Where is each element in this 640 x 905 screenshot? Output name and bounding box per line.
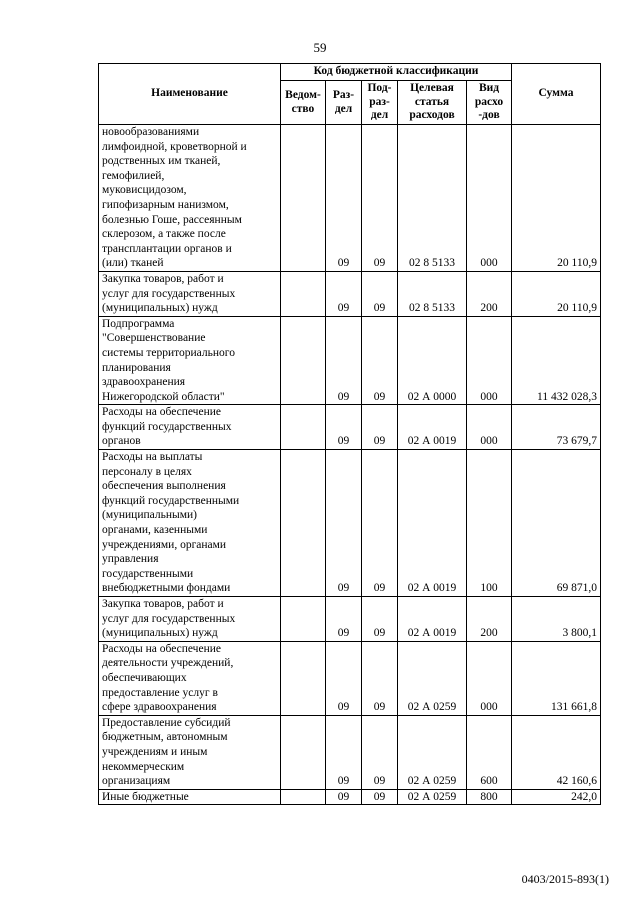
row-razdel: 09	[326, 125, 362, 272]
table-row	[99, 597, 601, 642]
table-row	[99, 641, 601, 715]
row-podrazdel: 09	[362, 641, 398, 715]
row-name-line: деятельности учреждений,	[102, 657, 234, 670]
row-razdel: 09	[326, 641, 362, 715]
row-name-line: Нижегородской области"	[102, 390, 225, 403]
row-summa: 131 661,8	[512, 641, 601, 715]
row-name-line: учреждениям и иным	[102, 745, 208, 758]
row-summa: 73 679,7	[512, 405, 601, 450]
row-name	[99, 597, 281, 642]
row-razdel: 09	[326, 405, 362, 450]
row-name-line: обеспечивающих	[102, 671, 187, 684]
header-vid: Вид расхо -дов	[467, 81, 512, 125]
row-razdel: 09	[326, 597, 362, 642]
row-razdel: 09	[326, 789, 362, 805]
table-row	[99, 715, 601, 789]
row-name-line: услуг для государственных	[102, 612, 236, 625]
row-razdel: 09	[326, 316, 362, 405]
row-vid: 000	[467, 125, 512, 272]
table-row	[99, 405, 601, 450]
row-podrazdel: 09	[362, 597, 398, 642]
row-vedomstvo	[281, 789, 326, 805]
row-razdel: 09	[326, 450, 362, 597]
header-summa: Сумма	[512, 64, 601, 125]
page-number: 59	[313, 40, 327, 55]
row-name-line: родственных им тканей,	[102, 155, 221, 168]
row-name-line: лимфоидной, кроветворной и	[102, 140, 247, 153]
row-name-line: склерозом, а также после	[102, 228, 226, 241]
row-name-line: внебюджетными фондами	[102, 582, 231, 595]
table-row	[99, 125, 601, 272]
row-vid: 000	[467, 316, 512, 405]
row-celevaya: 02 А 0259	[398, 641, 467, 715]
row-vid: 200	[467, 597, 512, 642]
row-podrazdel: 09	[362, 405, 398, 450]
row-name-line: (или) тканей	[102, 257, 164, 270]
table-row	[99, 789, 601, 805]
row-name-line: функций государственными	[102, 494, 240, 507]
row-name-line: системы территориального	[102, 346, 235, 359]
row-celevaya: 02 А 0259	[398, 715, 467, 789]
row-podrazdel: 09	[362, 715, 398, 789]
row-name	[99, 789, 281, 805]
row-name	[99, 641, 281, 715]
row-podrazdel: 09	[362, 450, 398, 597]
row-razdel: 09	[326, 271, 362, 316]
row-name-line: организациям	[102, 775, 171, 788]
row-celevaya: 02 А 0019	[398, 405, 467, 450]
row-vedomstvo	[281, 125, 326, 272]
row-name-line: государственными	[102, 567, 194, 580]
row-podrazdel: 09	[362, 271, 398, 316]
row-celevaya: 02 А 0019	[398, 450, 467, 597]
header-celevaya: Целевая статья расходов	[398, 81, 467, 125]
row-celevaya: 02 А 0019	[398, 597, 467, 642]
header-name: Наименование	[99, 64, 281, 125]
row-summa: 42 160,6	[512, 715, 601, 789]
row-vedomstvo	[281, 641, 326, 715]
row-name-line: гипофизарным нанизмом,	[102, 198, 229, 211]
row-name-line: органов	[102, 435, 141, 448]
header-podrazdel: Под- раз- дел	[362, 81, 398, 125]
row-vid: 100	[467, 450, 512, 597]
row-vedomstvo	[281, 597, 326, 642]
row-name-line: Расходы на обеспечение	[102, 642, 221, 655]
row-podrazdel: 09	[362, 789, 398, 805]
header-vedomstvo: Ведом- ство	[281, 81, 326, 125]
row-name	[99, 316, 281, 405]
row-name-line: обеспечения выполнения	[102, 480, 226, 493]
row-vid: 200	[467, 271, 512, 316]
row-name-line: здравоохранения	[102, 376, 186, 389]
row-name-line: (муниципальных) нужд	[102, 627, 218, 640]
row-name-line: "Совершенствование	[102, 332, 206, 345]
row-name-line: планирования	[102, 361, 171, 374]
row-celevaya: 02 8 5133	[398, 271, 467, 316]
row-name-line: учреждениями, органами	[102, 538, 227, 551]
row-vedomstvo	[281, 271, 326, 316]
row-vedomstvo	[281, 405, 326, 450]
row-name-line: гемофилией,	[102, 169, 165, 182]
row-name-line: предоставление услуг в	[102, 686, 218, 699]
table-row	[99, 271, 601, 316]
row-summa: 20 110,9	[512, 125, 601, 272]
row-vedomstvo	[281, 316, 326, 405]
row-name-line: некоммерческим	[102, 760, 185, 773]
row-name-line: сфере здравоохранения	[102, 701, 217, 714]
row-name-line: Подпрограмма	[102, 317, 175, 330]
row-podrazdel: 09	[362, 125, 398, 272]
row-name-line: персоналу в целях	[102, 465, 192, 478]
row-name-line: органами, казенными	[102, 524, 208, 537]
row-summa: 11 432 028,3	[512, 316, 601, 405]
row-celevaya: 02 А 0259	[398, 789, 467, 805]
row-vedomstvo	[281, 450, 326, 597]
row-name-line: болезнью Гоше, рассеянным	[102, 213, 242, 226]
row-name-line: Предоставление субсидий	[102, 716, 231, 729]
header-code-group: Код бюджетной классификации	[281, 64, 512, 81]
row-vid: 000	[467, 641, 512, 715]
row-name-line: услуг для государственных	[102, 287, 236, 300]
row-name-line: управления	[102, 553, 159, 566]
table-row	[99, 450, 601, 597]
document-code: 0403/2015-893(1)	[521, 872, 609, 886]
row-name-line: (муниципальных) нужд	[102, 302, 218, 315]
row-vedomstvo	[281, 715, 326, 789]
row-celevaya: 02 А 0000	[398, 316, 467, 405]
row-summa: 242,0	[512, 789, 601, 805]
row-summa: 3 800,1	[512, 597, 601, 642]
row-celevaya: 02 8 5133	[398, 125, 467, 272]
row-name-line: Расходы на обеспечение	[102, 406, 221, 419]
row-name	[99, 715, 281, 789]
row-name	[99, 271, 281, 316]
row-summa: 69 871,0	[512, 450, 601, 597]
row-name-line: функций государственных	[102, 420, 232, 433]
row-razdel: 09	[326, 715, 362, 789]
table-row	[99, 316, 601, 405]
row-vid: 000	[467, 405, 512, 450]
row-name-line: Закупка товаров, работ и	[102, 598, 224, 610]
row-name-line: бюджетным, автономным	[102, 731, 228, 744]
row-vid: 800	[467, 789, 512, 805]
row-name-line: (муниципальными)	[102, 509, 197, 522]
row-podrazdel: 09	[362, 316, 398, 405]
row-name	[99, 450, 281, 597]
row-name	[99, 405, 281, 450]
row-name-line: Иные бюджетные	[102, 790, 189, 803]
row-summa: 20 110,9	[512, 271, 601, 316]
row-name-line: новообразованиями	[102, 126, 200, 138]
row-name-line: трансплантации органов и	[102, 242, 232, 255]
row-vid: 600	[467, 715, 512, 789]
row-name	[99, 125, 281, 272]
row-name-line: Закупка товаров, работ и	[102, 272, 224, 285]
budget-table	[98, 63, 601, 805]
header-razdel: Раз- дел	[326, 81, 362, 125]
row-name-line: Расходы на выплаты	[102, 451, 203, 464]
row-name-line: муковисцидозом,	[102, 184, 187, 197]
table-body	[99, 125, 601, 805]
